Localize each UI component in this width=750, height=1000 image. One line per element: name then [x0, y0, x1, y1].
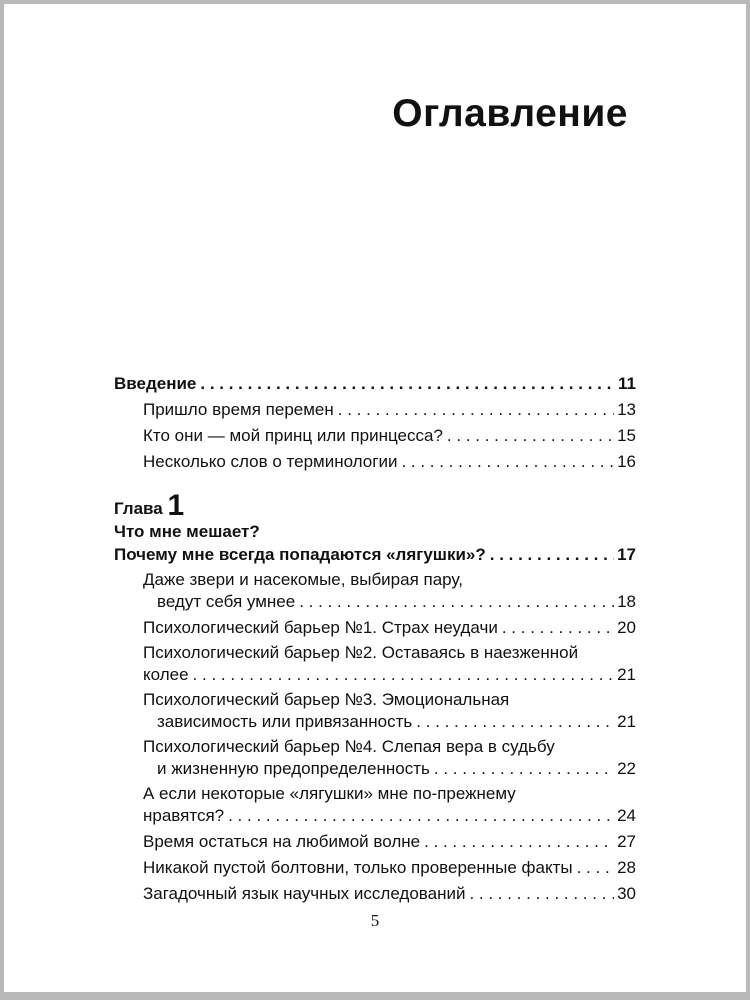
toc-page-number: 30 [617, 883, 636, 903]
table-of-contents [114, 372, 636, 908]
dot-leader [573, 856, 614, 880]
toc-entry-intro[interactable] [114, 372, 636, 396]
toc-page-number: 21 [617, 664, 636, 684]
toc-page-number: 28 [617, 857, 636, 877]
toc-page-number: 18 [617, 591, 636, 611]
dot-leader [443, 424, 614, 448]
dot-leader [196, 372, 615, 396]
toc-entry[interactable] [114, 689, 636, 733]
toc-entry-label: А если некоторые «лягушки» мне по-прежнему [143, 783, 516, 803]
toc-entry[interactable] [114, 424, 636, 448]
toc-entry-chapter-heading[interactable] [114, 543, 636, 567]
toc-entry-label: Время остаться на любимой волне [143, 831, 421, 851]
toc-entry-label: Никакой пустой болтовни, только проверенные факты [143, 857, 573, 877]
toc-entry-label-cont: колее [143, 664, 189, 684]
toc-entry-label: Почему мне всегда попадаются «лягушки»? [114, 544, 486, 564]
book-page [4, 4, 746, 992]
toc-page-number: 17 [617, 544, 636, 564]
dot-leader [498, 616, 614, 640]
chapter-number: 1 [167, 488, 185, 522]
dot-leader [465, 882, 614, 906]
toc-entry-label: Даже звери и насекомые, выбирая пару, [143, 569, 463, 589]
toc-page-number: 15 [617, 426, 636, 445]
chapter-subtitle: Что мне мешает? [114, 521, 260, 541]
toc-entry[interactable] [114, 882, 636, 906]
toc-entry-label: Несколько слов о терминологии [143, 452, 398, 471]
dot-leader [334, 398, 614, 422]
toc-entry[interactable] [114, 783, 636, 827]
dot-leader [412, 711, 614, 733]
toc-entry[interactable] [114, 830, 636, 854]
toc-entry[interactable] [114, 642, 636, 686]
toc-entry-label-cont: нравятся? [143, 805, 225, 825]
chapter-heading [114, 488, 636, 522]
toc-entry[interactable] [114, 736, 636, 780]
toc-entry[interactable] [114, 856, 636, 880]
toc-entry[interactable] [114, 616, 636, 640]
toc-entry[interactable] [114, 569, 636, 613]
toc-page-number: 13 [617, 400, 636, 419]
toc-entry-label: Психологический барьер №4. Слепая вера в судьбу [143, 736, 555, 756]
dot-leader [189, 664, 615, 686]
dot-leader [430, 758, 614, 780]
chapter-word: Глава [114, 498, 163, 518]
toc-page-number: 11 [618, 374, 636, 393]
toc-page-number: 22 [617, 758, 636, 778]
toc-entry-label: Введение [114, 374, 197, 393]
toc-entry-label-cont: зависимость или привязанность [157, 711, 413, 731]
toc-page-number: 20 [617, 617, 636, 637]
dot-leader [397, 450, 614, 474]
toc-page-number: 21 [617, 711, 636, 731]
toc-entry-label: Психологический барьер №3. Эмоциональная [143, 689, 510, 709]
toc-page-number: 24 [617, 805, 636, 825]
toc-entry-label: Психологический барьер №1. Страх неудачи [143, 617, 498, 637]
toc-entry-label-cont: и жизненную предопределенность [157, 758, 430, 778]
toc-entry-label: Загадочный язык научных исследований [143, 883, 466, 903]
dot-leader [224, 805, 614, 827]
toc-page-number: 16 [617, 452, 636, 471]
page-number: 5 [370, 911, 380, 930]
toc-entry-label: Психологический барьер №2. Оставаясь в наезженной [143, 642, 579, 662]
dot-leader [295, 591, 614, 613]
dot-leader [420, 830, 614, 854]
toc-entry-label: Пришло время перемен [143, 400, 334, 419]
page-title: Оглавление [392, 92, 628, 135]
dot-leader [486, 543, 614, 567]
toc-entry[interactable] [114, 450, 636, 474]
toc-entry-label-cont: ведут себя умнее [157, 591, 296, 611]
toc-entry-label: Кто они — мой принц или принцесса? [143, 426, 443, 445]
toc-entry[interactable] [114, 398, 636, 422]
toc-page-number: 27 [617, 831, 636, 851]
